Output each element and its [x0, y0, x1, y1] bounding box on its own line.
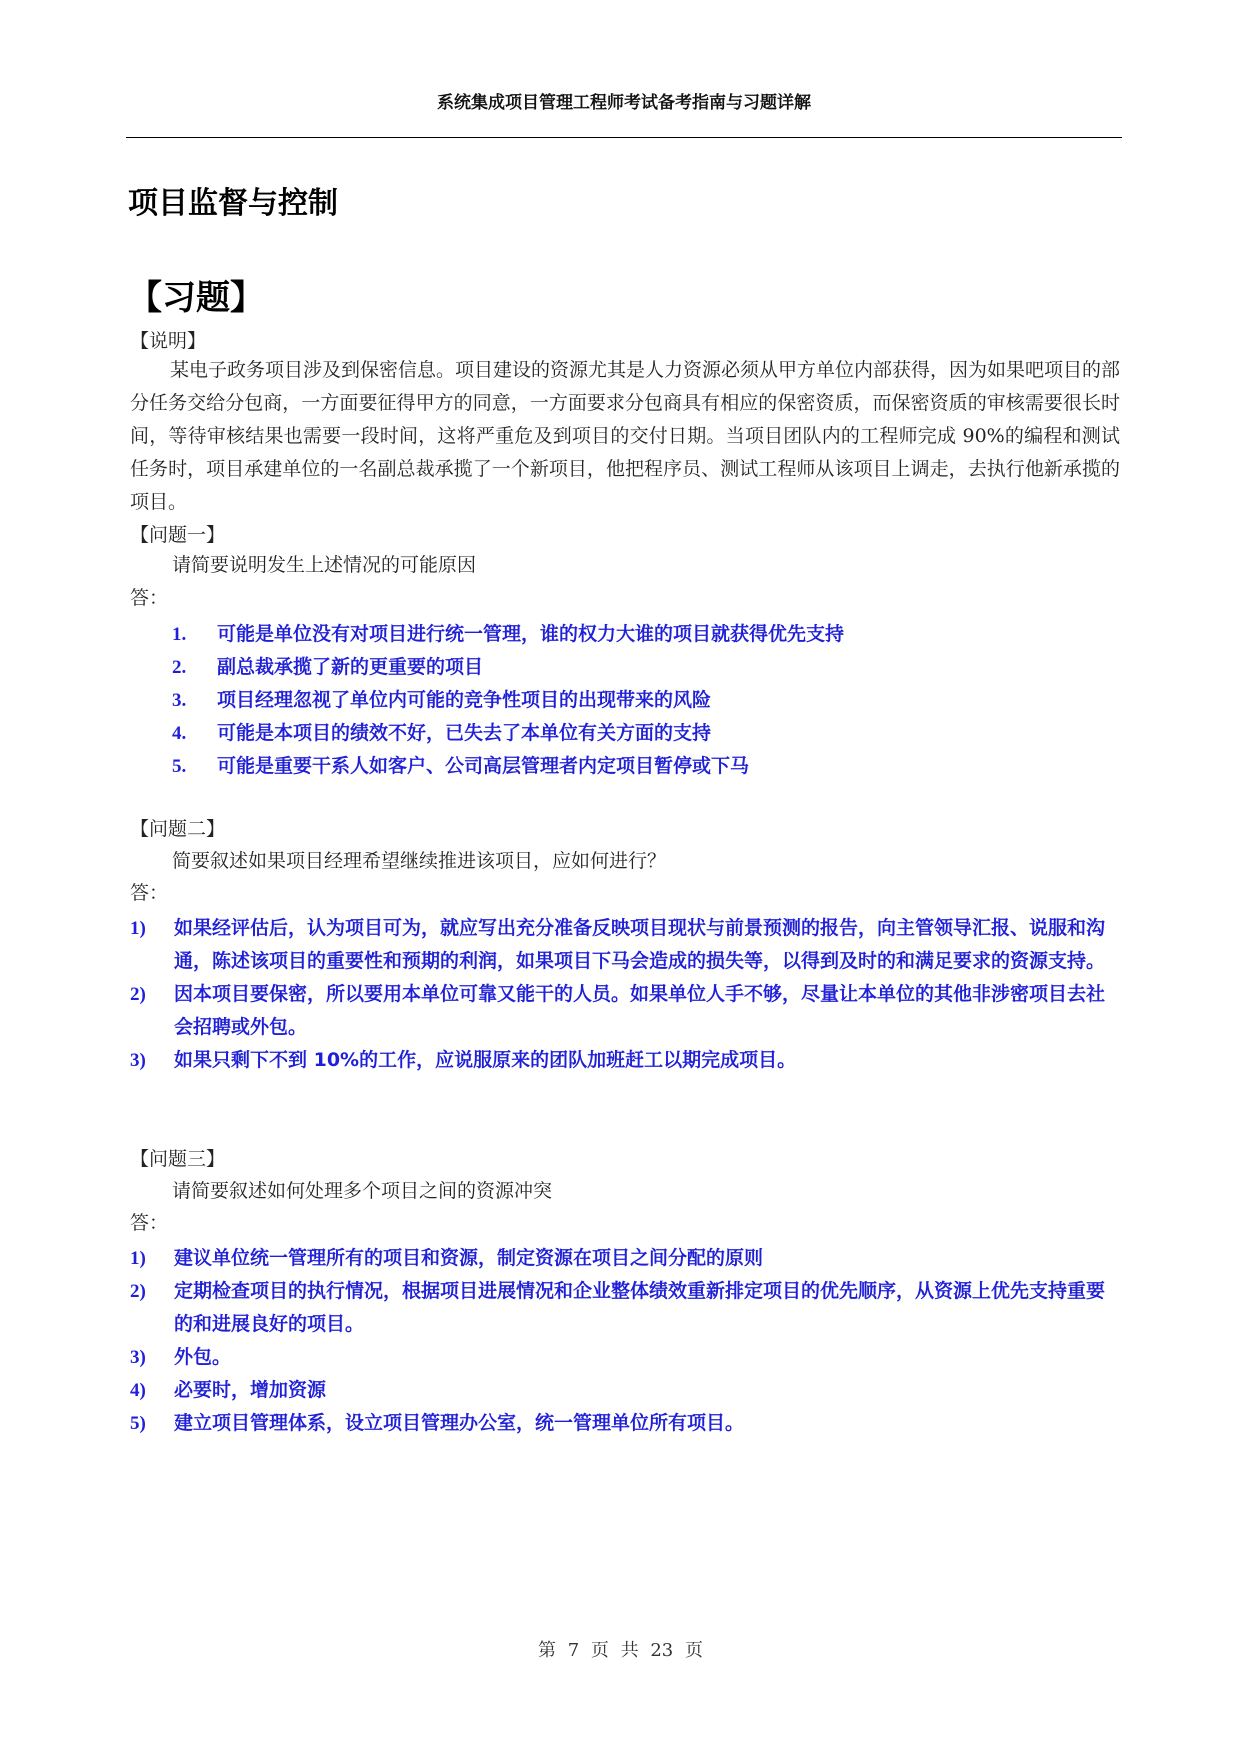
list-item: [172, 651, 1122, 684]
list-item-text: 如果经评估后，认为项目可为，就应写出充分准备反映项目现状与前景预测的报告，向主管领导汇报、说服和沟通，陈述该项目的重要性和预期的利润，如果项目下马会造成的损失等，以得到及时的和满足要求的资源支持。: [174, 917, 1106, 972]
running-header: 系统集成项目管理工程师考试备考指南与习题详解: [437, 93, 811, 113]
list-item-text: 建立项目管理体系，设立项目管理办公室，统一管理单位所有项目。: [174, 1412, 745, 1434]
list-item-text: 项目经理忽视了单位内可能的竞争性项目的出现带来的风险: [217, 689, 712, 711]
list-item: [130, 912, 1122, 978]
answer-3-list: [130, 1242, 1122, 1440]
list-item-number: 3.: [172, 690, 187, 711]
list-item-number: 1): [130, 1248, 146, 1269]
list-item: [172, 618, 1122, 651]
list-item-text: 外包。: [174, 1346, 232, 1368]
list-item: [130, 1044, 1122, 1077]
question-2-text: 简要叙述如果项目经理希望继续推进该项目，应如何进行？: [172, 850, 667, 872]
list-item-text: 因本项目要保密，所以要用本单位可靠又能干的人员。如果单位人手不够，尽量让本单位的其他非涉密项目去社会招聘或外包。: [174, 983, 1106, 1038]
list-item-number: 4.: [172, 723, 187, 744]
list-item: [172, 750, 1122, 783]
answer-2-list: [130, 912, 1122, 1077]
header-divider: [126, 137, 1122, 138]
list-item-text: 副总裁承揽了新的更重要的项目: [217, 656, 484, 678]
question-2-label: 【问题二】: [130, 818, 226, 840]
question-1-text: 请简要说明发生上述情况的可能原因: [172, 554, 477, 576]
list-item-number: 3): [130, 1050, 146, 1071]
list-item: [130, 978, 1122, 1044]
list-item: [130, 1407, 1122, 1440]
list-item-number: 5): [130, 1413, 146, 1434]
list-item-text: 可能是单位没有对项目进行统一管理，谁的权力大谁的项目就获得优先支持: [217, 623, 845, 645]
page-title: 项目监督与控制: [128, 186, 338, 221]
list-item: [172, 717, 1122, 750]
answer-2-label: 答：: [130, 882, 169, 904]
question-3-text: 请简要叙述如何处理多个项目之间的资源冲突: [172, 1180, 553, 1202]
list-item-text: 必要时，增加资源: [174, 1379, 327, 1401]
list-item-number: 2): [130, 1281, 146, 1302]
answer-3-label: 答：: [130, 1212, 169, 1234]
list-item-text: 可能是重要干系人如客户、公司高层管理者内定项目暂停或下马: [217, 755, 750, 777]
list-item: [130, 1374, 1122, 1407]
list-item: [130, 1242, 1122, 1275]
description-label: 【说明】: [130, 330, 207, 352]
page-number: 第 7 页 共 23 页: [538, 1640, 703, 1661]
question-1-label: 【问题一】: [130, 524, 226, 546]
list-item-number: 4): [130, 1380, 146, 1401]
list-item-number: 2.: [172, 657, 187, 678]
answer-1-label: 答：: [130, 587, 169, 609]
section-title: 【习题】: [128, 278, 264, 318]
question-3-label: 【问题三】: [130, 1148, 226, 1170]
list-item-text: 建议单位统一管理所有的项目和资源，制定资源在项目之间分配的原则: [174, 1247, 764, 1269]
answer-1-list: [172, 618, 1122, 783]
list-item: [130, 1275, 1122, 1341]
list-item-number: 2): [130, 984, 146, 1005]
list-item: [172, 684, 1122, 717]
description-text: 某电子政务项目涉及到保密信息。项目建设的资源尤其是人力资源必须从甲方单位内部获得，因为如果吧项目的部分任务交给分包商，一方面要征得甲方的同意，一方面要求分包商具有相应的保密资质，而保密资质的审核需要很长时间，等待审核结果也需要一段时间，这将严重危及到项目的交付日期。当项目团队内的工程师完成 90%的编程和测试任务时，项目承建单位的一名副总裁承揽了一个新项目，他把程序员、测试工程师从该项目上调走，去执行他新承揽的项目。: [130, 359, 1121, 513]
list-item: [130, 1341, 1122, 1374]
list-item-number: 5.: [172, 756, 187, 777]
list-item-text: 如果只剩下不到 10%的工作，应说服原来的团队加班赶工以期完成项目。: [174, 1049, 797, 1071]
list-item-text: 可能是本项目的绩效不好，已失去了本单位有关方面的支持: [217, 722, 712, 744]
list-item-number: 1.: [172, 624, 187, 645]
list-item-number: 3): [130, 1347, 146, 1368]
list-item-number: 1): [130, 918, 146, 939]
list-item-text: 定期检查项目的执行情况，根据项目进展情况和企业整体绩效重新排定项目的优先顺序，从资源上优先支持重要的和进展良好的项目。: [174, 1280, 1106, 1335]
